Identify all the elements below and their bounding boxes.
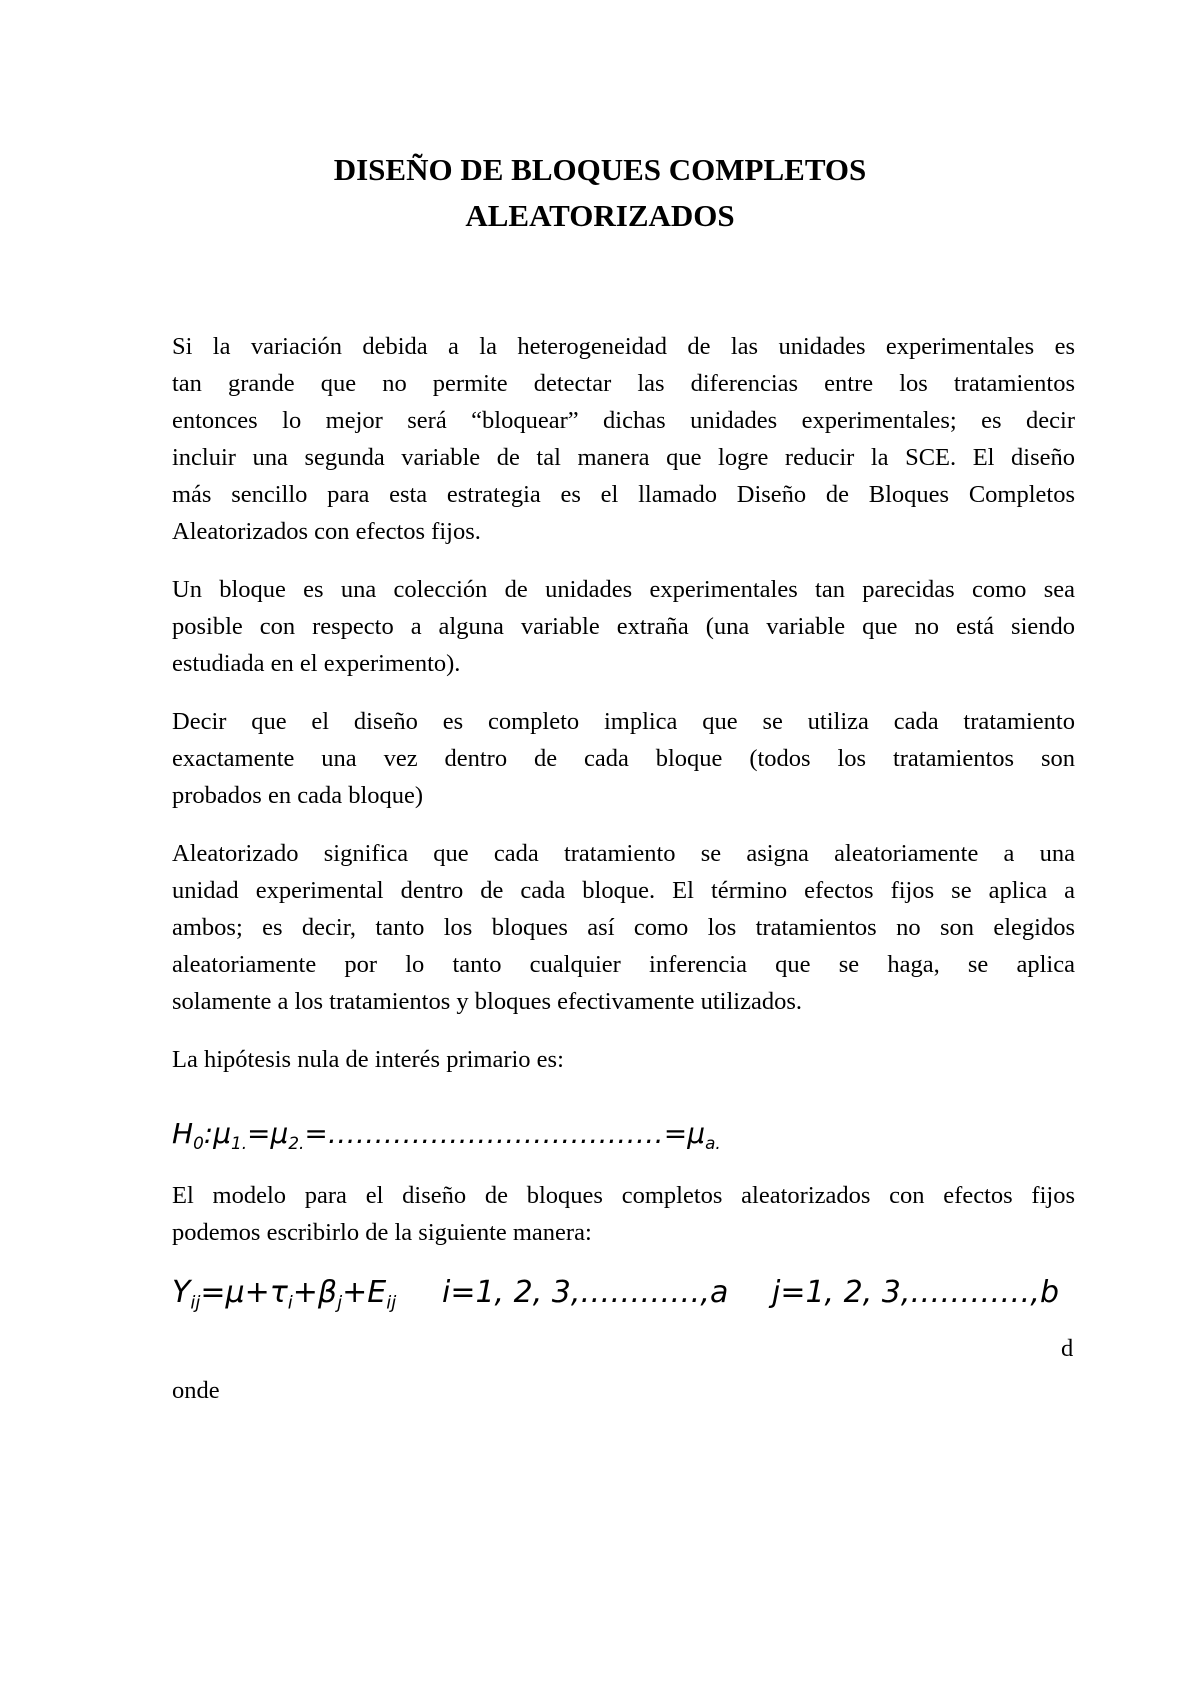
eq-symbol: : [203,1117,214,1150]
text-line: más sencillo para esta estrategia es el llamado Diseño de Bloques Completos [172,481,1075,508]
text-line: posible con respecto a alguna variable extraña (una variable que no está siendo [172,613,1075,640]
eq-symbol: Y [172,1275,191,1310]
text-line: podemos escribirlo de la siguiente manera: [172,1219,592,1246]
eq-subscript: 1. [231,1132,248,1153]
eq-dots: =………………………………= [304,1117,688,1150]
eq-subscript: ij [190,1292,201,1314]
eq-symbol: =μ+τ [200,1275,288,1310]
text-line: La hipótesis nula de interés primario es: [172,1046,564,1073]
text-line: aleatoriamente por lo tanto cualquier inferencia que se haga, se aplica [172,951,1075,978]
eq-subscript: ij [386,1292,397,1314]
paragraph-completo [172,703,1075,814]
eq-symbol: H [172,1117,194,1150]
text-line: entonces lo mejor será “bloquear” dichas unidades experimentales; es decir [172,407,1075,434]
text-line: tan grande que no permite detectar las diferencias entre los tratamientos [172,370,1075,397]
paragraph-aleatorizado [172,835,1075,1020]
text-line: unidad experimental dentro de cada bloque. El término efectos fijos se aplica a [172,877,1075,904]
text-line: estudiada en el experimento). [172,650,461,677]
eq-symbol: μ [270,1117,289,1150]
eq-symbol: = [247,1117,271,1150]
null-hypothesis-equation [172,1117,721,1153]
eq-symbol: μ [213,1117,232,1150]
eq-subscript: i [287,1292,293,1314]
text-line: Un bloque es una colección de unidades experimentales tan parecidas como sea [172,576,1075,603]
eq-symbol: +β [292,1275,338,1310]
eq-subscript: a. [705,1132,721,1153]
paragraph-hipotesis-intro [172,1041,1075,1078]
text-line: Decir que el diseño es completo implica que se utiliza cada tratamiento [172,708,1075,735]
text-line: solamente a los tratamientos y bloques efectivamente utilizados. [172,988,803,1015]
text-line: Aleatorizado significa que cada tratamiento se asigna aleatoriamente a una [172,840,1075,867]
eq-subscript: j [337,1292,343,1314]
title-line-1: DISEÑO DE BLOQUES COMPLETOS [333,152,867,187]
text-line: El modelo para el diseño de bloques completos aleatorizados con efectos fijos [172,1182,1075,1209]
model-formula [172,1275,442,1313]
text-line: Si la variación debida a la heterogeneidad de las unidades experimentales es [172,333,1075,360]
index-j-range: j=1, 2, 3,…………,b [772,1275,1059,1310]
text-line: ambos; es decir, tanto los bloques así como los tratamientos no son elegidos [172,914,1075,941]
paragraph-intro [172,328,1075,550]
document-title [0,147,1200,239]
index-i-range: i=1, 2, 3,…………,a [442,1275,729,1310]
eq-subscript: 0 [193,1132,204,1153]
title-line-2: ALEATORIZADOS [465,198,735,233]
model-equation [172,1275,1072,1313]
text-line: Aleatorizados con efectos fijos. [172,518,481,545]
text-line: incluir una segunda variable de tal manera que logre reducir la SCE. El diseño [172,444,1075,471]
text-line: exactamente una vez dentro de cada bloque (todos los tratamientos son [172,745,1075,772]
eq-subscript: 2. [288,1132,305,1153]
paragraph-bloque [172,571,1075,682]
paragraph-modelo-intro [172,1177,1075,1251]
eq-symbol: μ [687,1117,706,1150]
stray-text-onde: onde [172,1377,220,1404]
eq-symbol: +E [342,1275,387,1310]
stray-letter-d: d [1061,1335,1074,1362]
text-line: probados en cada bloque) [172,782,424,809]
